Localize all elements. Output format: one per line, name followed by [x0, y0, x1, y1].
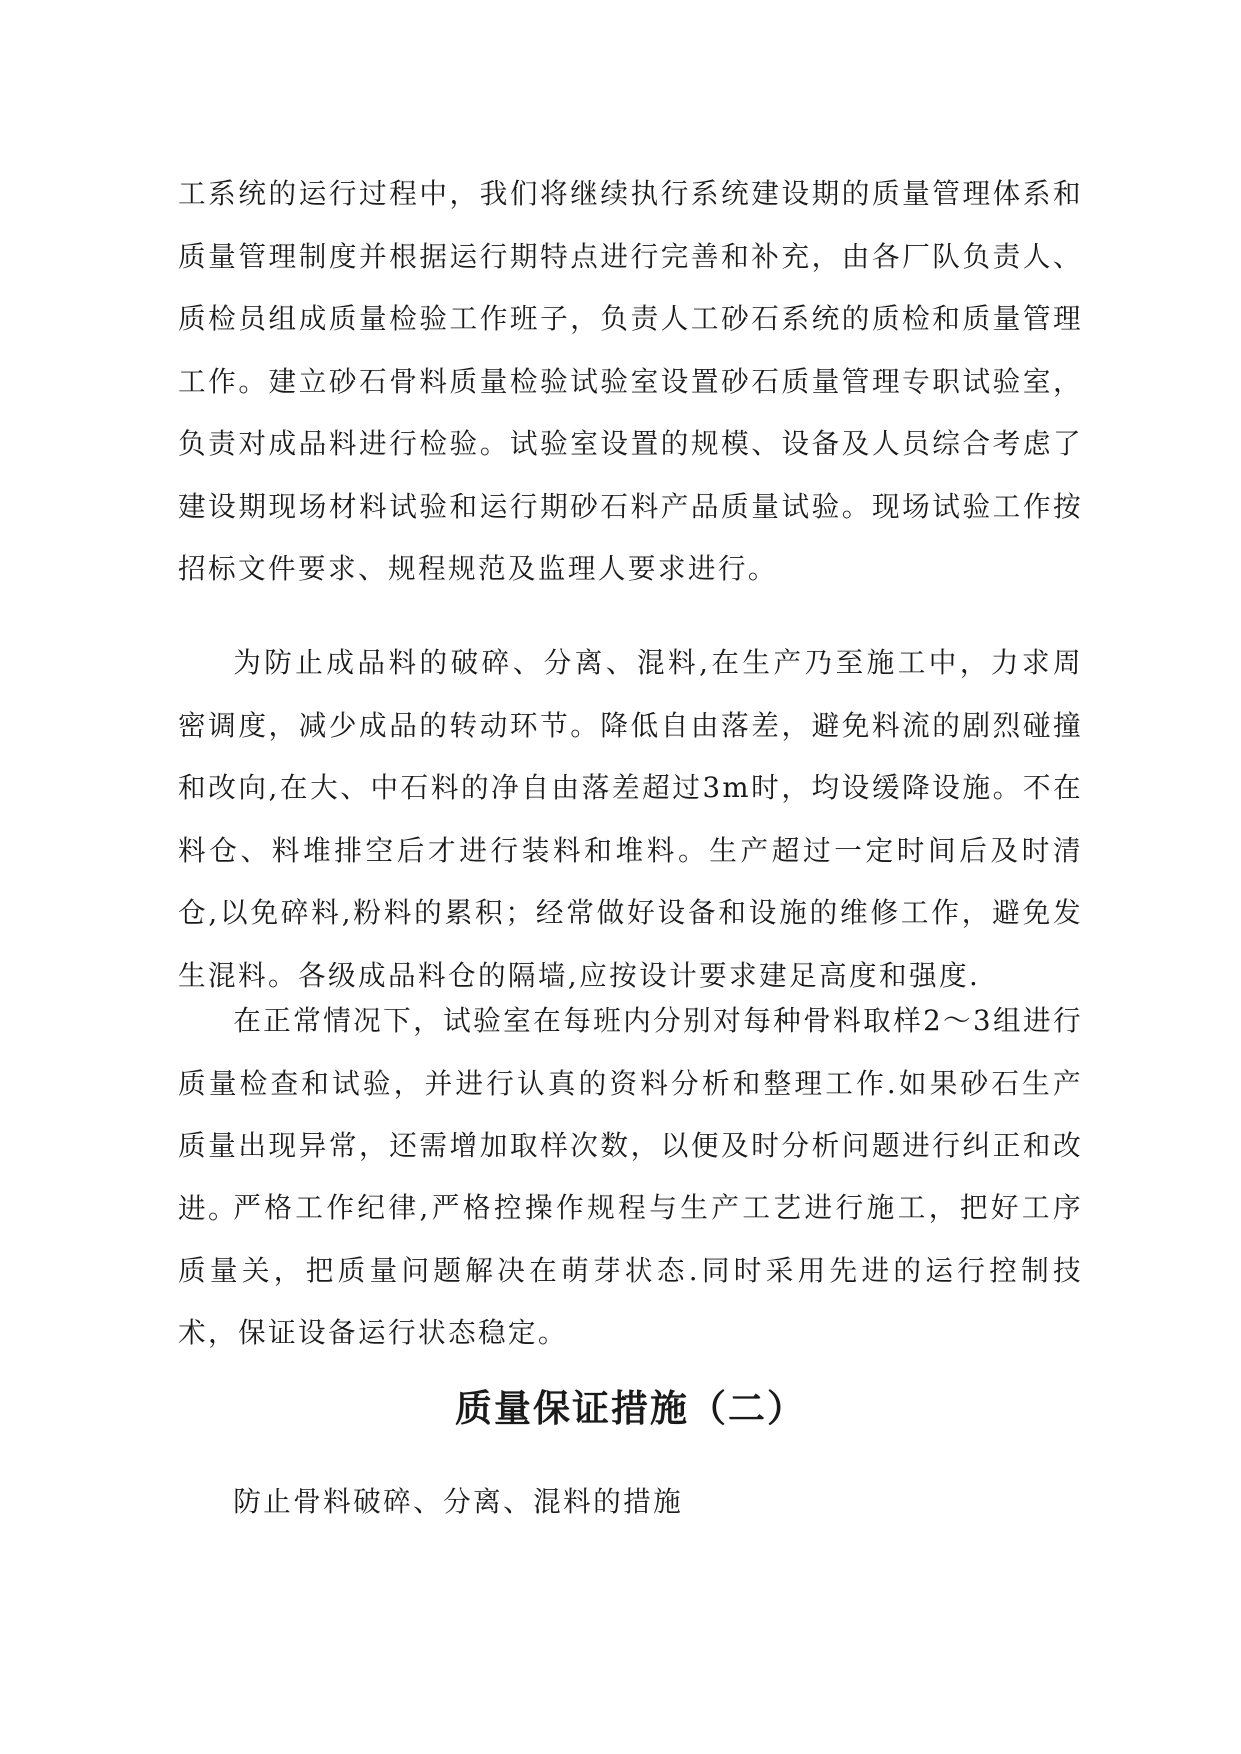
sub-heading: 防止骨料破碎、分离、混料的措施 — [233, 1485, 684, 1518]
paragraph-text: 工系统的运行过程中，我们将继续执行系统建设期的质量管理体系和质量管理制度并根据运行期特点进行完善和补充，由各厂队负责人、质检员组成质量检验工作班子，负责人工砂石系统的质检和质量管理工作。建立砂石骨料质量检验试验室设置砂石质量管理专职试验室，负责对成品料进行检验。试验室设置的规模、设备及人员综合考虑了建设期现场材料试验和运行期砂石料产品质量试验。现场试验工作按招标文件要求、规程规范及监理人要求进行。 — [178, 177, 1083, 585]
paragraph-2 — [178, 632, 1083, 1007]
paragraph-1 — [178, 163, 1083, 601]
paragraph-text: 为防止成品料的破碎、分离、混料,在生产乃至施工中，力求周密调度，减少成品的转动环节。降低自由落差，避免料流的剧烈碰撞和改向,在大、中石料的净自由落差超过3m时，均设缓降设施。不在料仓、料堆排空后才进行装料和堆料。生产超过一定时间后及时清仓,以免碎料,粉料的累积；经常做好设备和设施的维修工作，避免发生混料。各级成品料仓的隔墙,应按设计要求建足高度和强度. — [178, 646, 1083, 992]
paragraph-text: 在正常情况下，试验室在每班内分别对每种骨料取样2～3组进行质量检查和试验，并进行认真的资料分析和整理工作.如果砂石生产质量出现异常，还需增加取样次数，以便及时分析问题进行纠正和改进。 — [178, 1004, 1083, 1225]
paragraph-text: 严格工作纪律,严格控操作规程与生产工艺进行施工，把好工序质量关，把质量问题解决在萌芽状态.同时采用先进的运行控制技术，保证设备运行状态稳定。 — [178, 1191, 1083, 1349]
paragraph-4 — [178, 1177, 1083, 1365]
section-title: 质量保证措施（二） — [455, 1386, 806, 1430]
